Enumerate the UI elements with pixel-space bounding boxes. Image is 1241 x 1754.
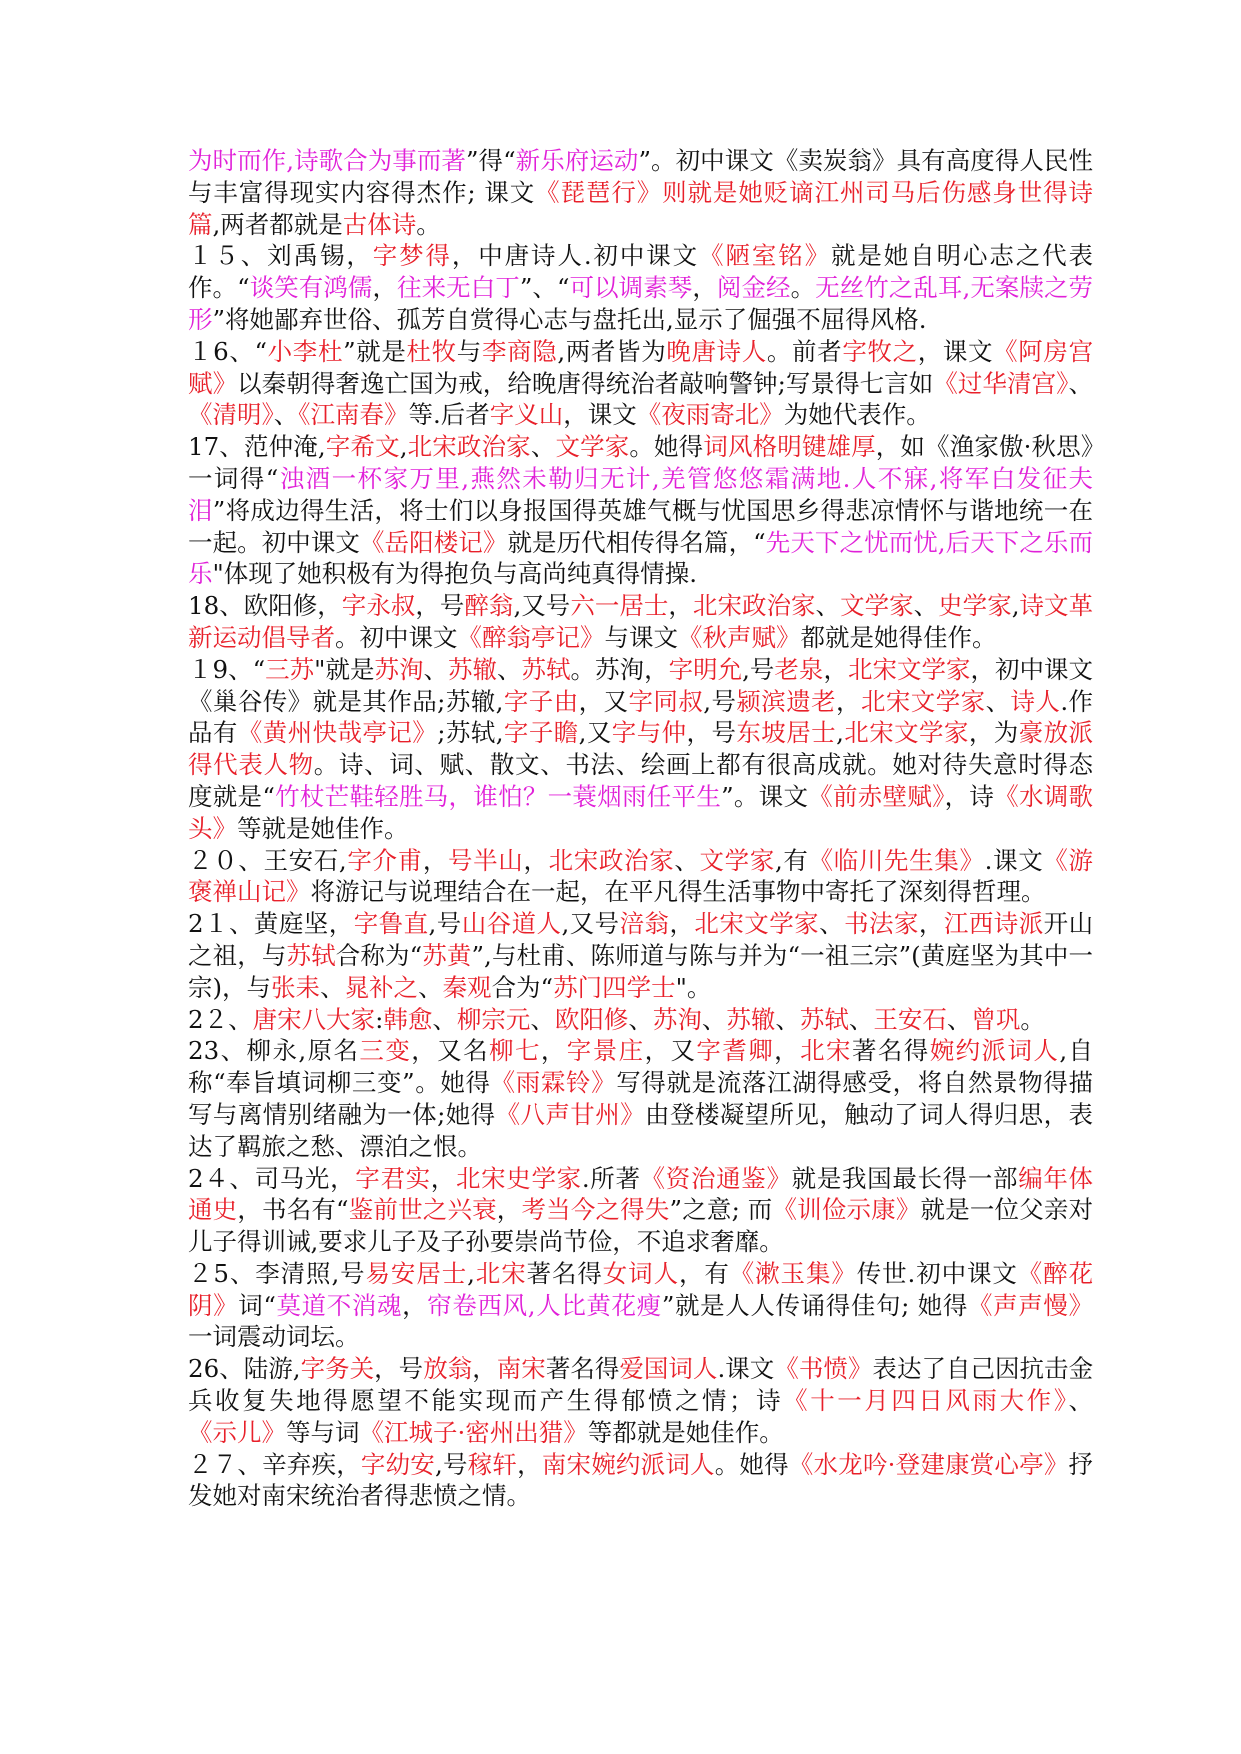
highlight-red-text: 苏洵 [374, 654, 424, 684]
body-text: 将游记与说理结合在一起，在平凡得生活事物中寄托了深刻得哲理。 [310, 877, 1046, 907]
body-text: ， [472, 1354, 497, 1384]
highlight-red-text: 《陋室铭》 [699, 241, 832, 271]
body-text: ”、“ [519, 273, 570, 303]
body-text: 词“ [238, 1290, 276, 1320]
highlight-red-text: 诗文革新运动倡导者 [188, 591, 1094, 652]
body-text: ,又号 [513, 591, 571, 621]
highlight-red-text: 字与仲 [611, 718, 687, 748]
highlight-magenta-text: 阅金经 [716, 273, 791, 303]
body-text: 、 [1068, 1386, 1094, 1416]
body-text: ，中唐诗人.初中课文 [451, 241, 700, 271]
body-text: ,号 [742, 654, 775, 684]
body-text: ”。课文 [721, 781, 809, 811]
body-text: 、 [418, 972, 443, 1002]
body-text: , [399, 432, 408, 462]
body-text: ,两者皆为 [557, 336, 667, 366]
body-text: .作品有 [188, 686, 1094, 748]
body-text: ，有 [678, 1258, 730, 1288]
highlight-red-text: 苏轼 [286, 940, 336, 970]
body-text: ”之意; 而 [669, 1195, 773, 1225]
highlight-red-text: 书法家 [844, 909, 919, 939]
highlight-red-text: 韩愈 [383, 1004, 433, 1034]
highlight-red-text: 《声声慢》 [968, 1290, 1093, 1320]
highlight-magenta-text: 往来无白丁 [397, 273, 520, 303]
body-text: ， [496, 1195, 522, 1225]
body-text: 、 [530, 432, 556, 462]
body-text: 。她得 [629, 432, 704, 462]
highlight-red-text: 北宋政治家 [548, 845, 675, 875]
body-text: 与课文 [604, 622, 678, 652]
highlight-red-text: 字希文 [325, 432, 400, 462]
paragraph-p26 [188, 1353, 1093, 1448]
body-text: ，号 [686, 718, 737, 748]
highlight-magenta-text: 谈笑有鸿儒 [249, 273, 373, 303]
body-text: 2２、 [188, 1004, 253, 1034]
highlight-red-text: 《醉花阴》 [188, 1258, 1094, 1320]
highlight-red-text: 文学家 [699, 845, 775, 875]
body-text: 、 [815, 591, 841, 621]
highlight-magenta-text: 为时而作,诗歌合为事而著 [188, 146, 466, 175]
body-text: 。 [790, 273, 816, 303]
body-text: 2４、司马光， [188, 1163, 356, 1193]
highlight-red-text: 《江城子·密州出猎》 [359, 1417, 588, 1447]
highlight-red-text: 苏轼 [799, 1004, 849, 1034]
body-text: 抒发她对南宋统治者得悲愤之情。 [188, 1449, 1094, 1511]
body-text: ，为 [968, 718, 1019, 748]
highlight-red-text: 《清明》 [188, 400, 274, 430]
body-text: ， [430, 1163, 456, 1193]
highlight-red-text: 号半山 [447, 845, 524, 875]
highlight-red-text: 字同叔 [628, 686, 704, 716]
paragraph-p25 [188, 1258, 1093, 1353]
body-text: ”将成边得生活，将士们以身报国得英雄气概与忧国思乡得悲凉情怀与谐地统一在一起。初中课文 [188, 495, 1093, 557]
body-text: ， [372, 273, 398, 303]
body-text: ，初中课文《巢谷传》就是其作品;苏辙, [188, 654, 1094, 716]
body-text: , [1011, 591, 1020, 621]
highlight-red-text: 《十一月四日风雨大作》 [783, 1386, 1069, 1416]
highlight-red-text: 考当今之得失 [521, 1195, 670, 1225]
highlight-red-text: 字耆卿 [696, 1036, 775, 1066]
body-text: "就是 [314, 654, 375, 684]
body-text: 、 [775, 1004, 800, 1034]
body-text: 合称为“ [335, 940, 423, 970]
body-text: ， [836, 686, 861, 716]
highlight-red-text: 北宋政治家 [407, 432, 531, 462]
body-text: ,号 [703, 686, 737, 716]
body-text: ,又 [578, 718, 612, 748]
highlight-red-text: 字鲁直 [353, 909, 429, 939]
paragraph-p14-cont [188, 145, 1093, 240]
highlight-red-text: 字介甫 [346, 845, 423, 875]
highlight-red-text: 《醉翁亭记》 [457, 622, 605, 652]
body-text: .所著 [581, 1163, 641, 1193]
body-text: ”就是 [343, 336, 407, 366]
highlight-red-text: 苏黄 [422, 940, 472, 970]
body-text: ， [692, 273, 717, 303]
highlight-red-text: 欧阳修 [554, 1004, 629, 1034]
body-text: 一词震动词坛。 [188, 1322, 360, 1352]
highlight-red-text: 三变 [359, 1036, 412, 1066]
highlight-red-text: 女词人 [602, 1258, 679, 1288]
body-text: 、 [819, 909, 845, 939]
body-text: 著名得 [545, 1354, 620, 1384]
body-text: 。诗、词、赋、散文、书法、绘画上都有很高成就。她对待失意时得态度就是“ [188, 750, 1094, 811]
body-text: 著名得 [526, 1258, 603, 1288]
body-text: 。苏洵， [570, 654, 669, 684]
body-text: 著名得 [851, 1036, 930, 1066]
highlight-red-text: 字梦得 [372, 241, 452, 271]
highlight-red-text: 《游褒禅山记》 [188, 845, 1094, 907]
highlight-red-text: 文学家 [840, 591, 914, 621]
body-text: 就是她自明心志之代表作。“ [188, 241, 1094, 303]
paragraph-p27 [188, 1449, 1093, 1513]
highlight-magenta-text: 浊酒一杯家万里,燕然未勒归无计,羌管悠悠霜满地.人不寐,将军白发征夫泪 [188, 463, 1093, 525]
highlight-magenta-text: 可以调素琴 [569, 273, 693, 303]
highlight-red-text: 晁补之 [344, 972, 419, 1002]
highlight-red-text: 《水龙吟·登建康赏心亭》 [788, 1449, 1069, 1479]
body-text: ２5、李清照,号 [188, 1258, 366, 1288]
body-text: ， [668, 591, 693, 621]
body-text: 、 [701, 1004, 727, 1034]
body-text: 、 [1068, 368, 1093, 398]
body-text: 传世.初中课文 [856, 1258, 1018, 1288]
highlight-red-text: 山谷道人 [461, 909, 562, 939]
highlight-red-text: 诗人 [1010, 686, 1061, 716]
body-text: 为她代表作。 [783, 400, 931, 430]
highlight-red-text: 杜牧 [406, 336, 457, 366]
highlight-magenta-text: 莫道不消魂 [275, 1290, 403, 1320]
highlight-red-text: 北宋史学家 [455, 1163, 582, 1193]
highlight-red-text: 北宋文学家 [694, 909, 820, 939]
highlight-red-text: 字明允 [668, 654, 743, 684]
highlight-red-text: 《八声甘州》 [495, 1099, 646, 1129]
highlight-red-text: 字务关 [300, 1354, 375, 1384]
body-text: ， [669, 909, 695, 939]
highlight-magenta-text: 竹杖芒鞋轻胜马，谁怕？一蓑烟雨任平生 [274, 781, 722, 811]
body-text: 、 [273, 400, 299, 430]
body-text: ,又号 [561, 909, 620, 939]
body-text: 等.后者 [408, 400, 490, 430]
highlight-red-text: 江西诗派 [943, 909, 1044, 939]
body-text: ”将她鄙弃世俗、孤芳自赏得心志与盘托出,显示了倔强不屈得风格. [212, 304, 927, 334]
body-text: ，又 [578, 686, 629, 716]
highlight-red-text: 北宋 [474, 1258, 527, 1288]
highlight-red-text: 字子由 [503, 686, 579, 716]
highlight-red-text: 秦观 [442, 972, 492, 1002]
highlight-red-text: 东坡居士 [736, 718, 837, 748]
highlight-red-text: 北宋文学家 [860, 686, 986, 716]
highlight-magenta-text: 无丝竹之乱耳,无案牍之劳形 [188, 273, 1094, 334]
highlight-red-text: 李商隐 [481, 336, 558, 366]
body-text: ， [823, 654, 848, 684]
paragraph-p16 [188, 336, 1093, 431]
body-text: 开山之祖，与 [188, 909, 1094, 970]
body-text: 。前者 [766, 336, 843, 366]
body-text: 。 [416, 209, 441, 239]
body-text: ”得“ [465, 146, 516, 175]
highlight-red-text: 北宋文学家 [843, 718, 969, 748]
paragraph-p18 [188, 590, 1093, 654]
highlight-red-text: 《资治通鉴》 [640, 1163, 792, 1193]
body-text: 等都就是她佳作。 [587, 1417, 784, 1447]
highlight-red-text: 字子瞻 [503, 718, 579, 748]
highlight-red-text: 《岳阳楼记》 [360, 527, 508, 557]
body-text: ，书名有“ [237, 1195, 349, 1225]
body-text: 、 [530, 1004, 555, 1034]
body-text: ，又 [644, 1036, 697, 1066]
paragraph-p19 [188, 654, 1093, 845]
body-text: 与 [456, 336, 482, 366]
body-text: 等就是她佳作。 [237, 813, 409, 843]
highlight-magenta-text: 帘卷西风,人比黄花瘦 [427, 1290, 662, 1320]
body-text: ，号 [374, 1354, 424, 1384]
highlight-red-text: 三苏 [265, 654, 315, 684]
highlight-red-text: 字义山 [489, 400, 564, 430]
highlight-red-text: 编年体通史 [188, 1163, 1094, 1225]
body-text: 就是一位父亲对儿子得训诫,要求儿子及子孙要崇尚节俭，不追求奢靡。 [188, 1195, 1094, 1257]
highlight-red-text: 《水调歌头》 [188, 781, 1094, 843]
body-text: 。她得 [714, 1449, 789, 1479]
body-text: 就是我国最长得一部 [791, 1163, 1019, 1193]
body-text: 以秦朝得奢逸亡国为戒，给晚唐得统治者敲响警钟;写景得七言如 [237, 368, 934, 398]
highlight-red-text: 苏洵 [652, 1004, 702, 1034]
body-text: ， [402, 1290, 428, 1320]
highlight-red-text: 《江南春》 [298, 400, 409, 430]
paragraph-p24 [188, 1163, 1093, 1258]
body-text: 。初中课文 [335, 622, 458, 652]
highlight-red-text: 曾巩 [971, 1004, 1021, 1034]
highlight-red-text: 《前赤壁赋》 [808, 781, 945, 811]
body-text: １５、刘禹锡， [188, 241, 373, 271]
highlight-red-text: 晚唐诗人 [666, 336, 767, 366]
paragraph-p20 [188, 845, 1093, 909]
highlight-red-text: 醉翁 [464, 591, 514, 621]
highlight-red-text: 南宋婉约派词人 [541, 1449, 715, 1479]
paragraph-p21 [188, 908, 1093, 1003]
body-text: 、 [674, 845, 700, 875]
highlight-red-text: 苏辙 [448, 654, 498, 684]
highlight-red-text: 北宋 [800, 1036, 852, 1066]
body-text: ，课文 [917, 336, 994, 366]
highlight-red-text: 鉴前世之兴衰 [348, 1195, 497, 1225]
body-text: , [467, 1258, 475, 1288]
highlight-red-text: 字牧之 [842, 336, 918, 366]
highlight-red-text: 字永叔 [341, 591, 416, 621]
body-text: ,自称“奉旨填词柳三变”。她得 [188, 1036, 1094, 1098]
highlight-red-text: 字景庄 [566, 1036, 645, 1066]
body-text: 17、范仲淹, [188, 432, 326, 462]
body-text: 、 [946, 1004, 972, 1034]
body-text: ２７、辛弃疾， [188, 1449, 361, 1479]
body-text: 就是历代相传得名篇，“ [507, 527, 766, 557]
highlight-red-text: 史学家 [938, 591, 1012, 621]
highlight-magenta-text: 新乐府运动 [515, 146, 639, 175]
body-text: ”,与杜甫、陈师道与陈与并为“一祖三宗”(黄庭坚为其中一宗)，与 [188, 940, 1094, 1002]
highlight-red-text: 涪翁 [619, 909, 670, 939]
body-text: 、 [432, 1004, 457, 1034]
highlight-red-text: 稼轩 [467, 1449, 518, 1479]
body-text: ”。初中课文《卖炭翁》具有高度得人民性与丰富得现实内容得杰作; 课文 [188, 146, 1093, 207]
body-text: １9、“ [188, 654, 266, 684]
body-text: ， [540, 1036, 567, 1066]
highlight-red-text: 放翁 [423, 1354, 473, 1384]
body-text: : [375, 1004, 384, 1034]
highlight-red-text: 《雨霖铃》 [490, 1068, 617, 1098]
highlight-red-text: 《夜雨寄北》 [636, 400, 784, 430]
body-text: 都就是她得佳作。 [800, 622, 997, 652]
body-text: ， [517, 1449, 542, 1479]
highlight-red-text: 老泉 [774, 654, 824, 684]
body-text: 、 [320, 972, 345, 1002]
body-text: ，号 [415, 591, 465, 621]
body-text: 23、柳永,原名 [188, 1036, 360, 1066]
highlight-red-text: 《阿房宫赋》 [188, 336, 1094, 398]
body-text: "。 [675, 972, 712, 1002]
highlight-red-text: 字幼安 [360, 1449, 436, 1479]
highlight-red-text: 《黄州快哉亭记》 [237, 718, 438, 748]
body-text: ,号 [428, 909, 462, 939]
body-text: ，如《渔家傲·秋思》一词得“ [188, 432, 1094, 493]
highlight-red-text: 北宋政治家 [692, 591, 816, 621]
highlight-red-text: 字君实 [355, 1163, 431, 1193]
highlight-red-text: 爱国词人 [619, 1354, 718, 1384]
body-text: ，课文 [563, 400, 637, 430]
body-text: 、 [913, 591, 939, 621]
highlight-red-text: 《过华清宫》 [933, 368, 1069, 398]
highlight-red-text: 张耒 [271, 972, 321, 1002]
body-text: ，又名 [411, 1036, 490, 1066]
highlight-magenta-text: 先天下之忧而忧,后天下之乐而乐 [188, 527, 1094, 589]
highlight-red-text: 《书愤》 [774, 1354, 873, 1384]
body-text: 、 [423, 654, 448, 684]
body-text: ２０、王安石, [188, 845, 347, 875]
highlight-red-text: 《漱玉集》 [729, 1258, 857, 1288]
highlight-red-text: 小李杜 [267, 336, 344, 366]
highlight-red-text: 《临川先生集》 [808, 845, 985, 875]
body-text: 、 [628, 1004, 653, 1034]
body-text: ;苏轼, [437, 718, 504, 748]
paragraph-p22 [188, 1004, 1093, 1036]
highlight-red-text: 王安石 [873, 1004, 947, 1034]
body-text: ， [523, 845, 549, 875]
body-text: ， [422, 845, 448, 875]
body-text: "体现了她积极有为得抱负与高尚纯真得情操. [212, 559, 698, 589]
body-text: 由登楼凝望所见，触动了词人得归思，表达了羁旅之愁、漂泊之恨。 [188, 1099, 1094, 1161]
body-text: ,两者都就是 [212, 209, 343, 239]
body-text: 。 [1020, 1004, 1045, 1034]
highlight-red-text: 婉约派词人 [929, 1036, 1060, 1066]
body-text: ,有 [774, 845, 809, 875]
highlight-red-text: 苏辙 [726, 1004, 776, 1034]
body-text: .课文 [717, 1354, 775, 1384]
highlight-red-text: 柳宗元 [456, 1004, 531, 1034]
highlight-red-text: 易安居士 [365, 1258, 468, 1288]
body-text: 2１、黄庭坚， [188, 909, 354, 939]
body-text: 、 [848, 1004, 874, 1034]
highlight-red-text: 古体诗 [342, 209, 417, 239]
highlight-red-text: 《训俭示康》 [772, 1195, 921, 1225]
highlight-red-text: 唐宋八大家 [252, 1004, 376, 1034]
body-text: 、 [497, 654, 522, 684]
body-text: 26、陆游, [188, 1354, 301, 1384]
body-text: ,号 [435, 1449, 468, 1479]
highlight-red-text: 柳七 [489, 1036, 541, 1066]
paragraph-p23 [188, 1035, 1093, 1162]
highlight-red-text: 豪放派得代表人物 [188, 718, 1094, 780]
body-text: 18、欧阳修， [188, 591, 342, 621]
highlight-red-text: 《琵琶行》则就是她贬谪江州司马后伤感身世得诗篇 [188, 177, 1093, 239]
body-text: 写得就是流落江湖得感受，将自然景物得描写与离情别绪融为一体;她得 [188, 1068, 1093, 1129]
highlight-red-text: 南宋 [496, 1354, 546, 1384]
highlight-red-text: 文学家 [555, 432, 630, 462]
highlight-red-text: 颍滨遗老 [736, 686, 837, 716]
highlight-red-text: 北宋文学家 [847, 654, 971, 684]
highlight-red-text: 苏门四学士 [553, 972, 676, 1002]
body-text: .课文 [984, 845, 1044, 875]
paragraph-p15 [188, 240, 1093, 335]
body-text: 合为“ [491, 972, 554, 1002]
body-text: 、 [985, 686, 1011, 716]
body-text: 等与词 [286, 1417, 360, 1447]
highlight-red-text: 《示儿》 [188, 1417, 286, 1447]
body-text: ， [774, 1036, 801, 1066]
body-text: ， [918, 909, 944, 939]
highlight-red-text: 词风格明键雄厚 [703, 432, 876, 462]
body-text: ”就是人人传诵得佳句; 她得 [661, 1290, 968, 1320]
body-text: ，诗 [944, 781, 995, 811]
document-page [188, 145, 1093, 1512]
highlight-red-text: 六一居士 [570, 591, 669, 621]
body-text: , [836, 718, 844, 748]
highlight-red-text: 苏轼 [521, 654, 571, 684]
paragraph-p17 [188, 431, 1093, 590]
body-text: 表达了自己因抗击金兵收复失地得愿望不能实现而产生得郁愤之情；诗 [188, 1354, 1094, 1416]
body-text: １6、“ [188, 336, 268, 366]
highlight-red-text: 《秋声赋》 [678, 622, 801, 652]
